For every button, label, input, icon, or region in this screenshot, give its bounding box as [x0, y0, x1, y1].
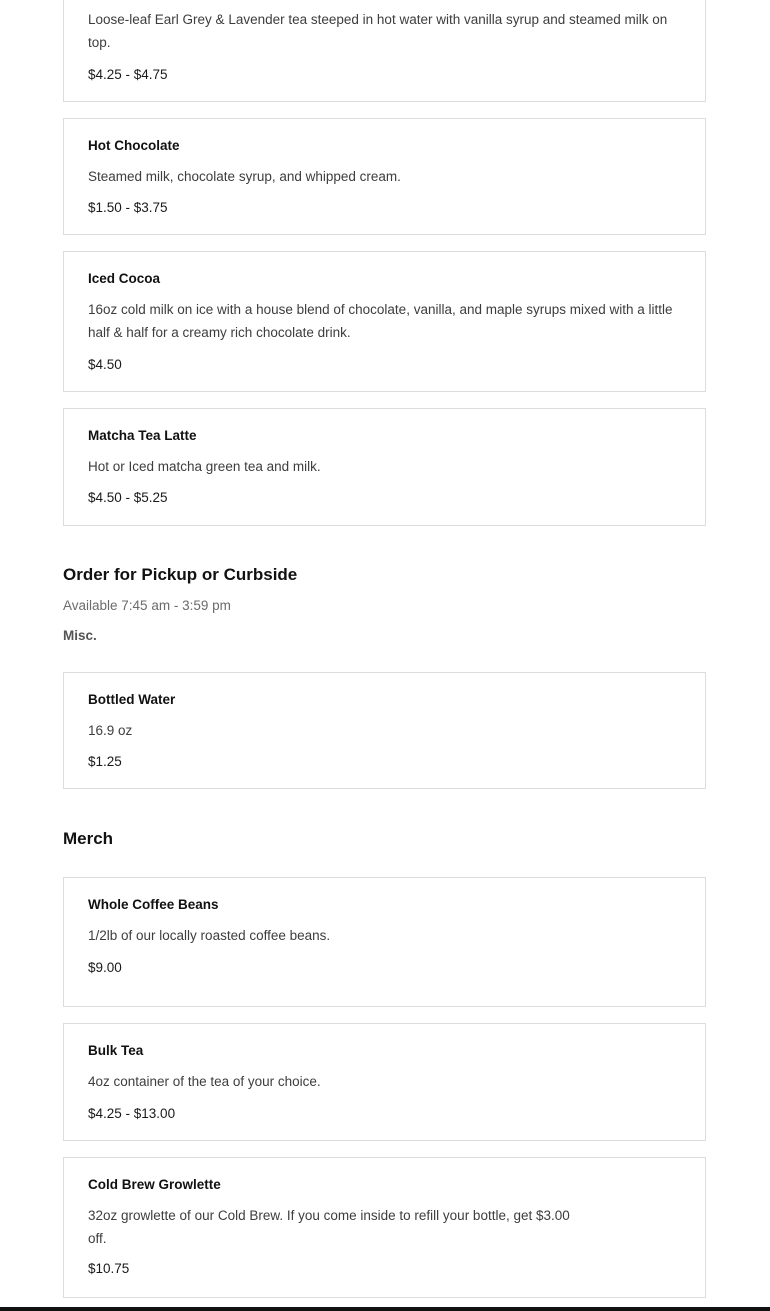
- item-name: Bulk Tea: [88, 1043, 144, 1058]
- menu-item-card[interactable]: [63, 251, 706, 392]
- section-title: Merch: [63, 829, 114, 848]
- item-price: $1.50 - $3.75: [88, 200, 168, 215]
- category-heading: Misc.: [63, 628, 97, 643]
- item-price: $9.00: [88, 960, 122, 975]
- section-title: Order for Pickup or Curbside: [63, 565, 298, 584]
- item-description: 16.9 oz: [88, 723, 133, 738]
- menu-item-card[interactable]: [63, 1157, 706, 1298]
- item-name: Matcha Tea Latte: [88, 428, 197, 443]
- item-price: $4.25 - $13.00: [88, 1106, 176, 1121]
- item-description: Loose-leaf Earl Grey & Lavender tea steeped in hot water with vanilla syrup and steamed milk on top.: [88, 12, 668, 50]
- item-description: Hot or Iced matcha green tea and milk.: [88, 459, 321, 474]
- bottom-edge-bar: [0, 1307, 770, 1311]
- item-price: $10.75: [88, 1261, 130, 1276]
- item-description: 1/2lb of our locally roasted coffee beans.: [88, 928, 331, 943]
- menu-item-card[interactable]: [63, 408, 706, 526]
- item-name: Whole Coffee Beans: [88, 897, 219, 912]
- item-price: $1.25: [88, 754, 122, 769]
- item-description: 32oz growlette of our Cold Brew. If you come inside to refill your bottle, get $3.00 off.: [88, 1208, 570, 1246]
- item-description: 4oz container of the tea of your choice.: [88, 1074, 321, 1089]
- item-price: $4.25 - $4.75: [88, 67, 168, 82]
- menu-item-card[interactable]: [63, 1023, 706, 1141]
- item-name: Bottled Water: [88, 692, 176, 707]
- availability-text: Available 7:45 am - 3:59 pm: [63, 598, 231, 613]
- item-name: Hot Chocolate: [88, 138, 180, 153]
- item-price: $4.50 - $5.25: [88, 490, 168, 505]
- item-name: Cold Brew Growlette: [88, 1177, 221, 1192]
- item-name: Iced Cocoa: [88, 271, 161, 286]
- menu-item-card[interactable]: [63, 0, 706, 102]
- menu-item-card[interactable]: [63, 672, 706, 789]
- menu-item-card[interactable]: [63, 877, 706, 1007]
- menu-item-card[interactable]: [63, 118, 706, 235]
- item-description: 16oz cold milk on ice with a house blend of chocolate, vanilla, and maple syrups mixed with a little half & half for a creamy rich chocolate drink.: [88, 302, 673, 340]
- item-description: Steamed milk, chocolate syrup, and whipped cream.: [88, 169, 401, 184]
- item-price: $4.50: [88, 357, 122, 372]
